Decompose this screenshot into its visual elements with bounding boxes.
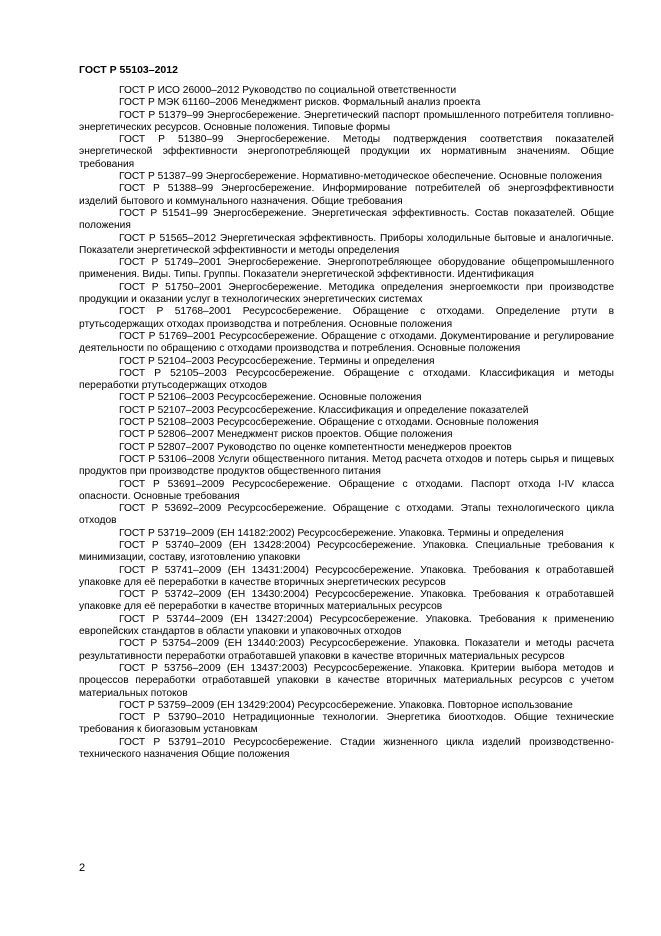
reference-entry: ГОСТ Р 53790–2010 Нетрадиционные технологии. Энергетика биоотходов. Общие технические требования к биогазовым установкам — [79, 712, 614, 736]
reference-entry: ГОСТ Р 51565–2012 Энергетическая эффективность. Приборы холодильные бытовые и аналогичные. Показатели энергетической эффективности и методы определения — [79, 232, 614, 256]
reference-entry: ГОСТ Р 52807–2007 Руководство по оценке компетентности менеджеров проектов — [119, 441, 512, 453]
reference-entry: ГОСТ Р 52106–2003 Ресурсосбережение. Основные положения — [119, 392, 422, 404]
reference-entry: ГОСТ Р 51768–2001 Ресурсосбережение. Обращение с отходами. Определение ртути в ртутьсодержащих отходах производства и потребления. Основные положения — [79, 306, 614, 330]
reference-entry: ГОСТ Р 52108–2003 Ресурсосбережение. Обращение с отходами. Основные положения — [119, 417, 539, 429]
reference-entry: ГОСТ Р 51380–99 Энергосбережение. Методы подтверждения соответствия показателей энергетической эффективности энергопотребляющей продукции их нормативным значениям. Общие требования — [79, 134, 614, 170]
reference-entry: ГОСТ Р 53741–2009 (ЕН 13431:2004) Ресурсосбережение. Упаковка. Требования к отработавшей упаковке для её переработки в качестве вторичных энергетических ресурсов — [79, 564, 614, 588]
reference-entry: ГОСТ Р 51379–99 Энергосбережение. Энергетический паспорт промышленного потребителя топливно-энергетических ресурсов. Основные положения. Типовые формы — [79, 109, 614, 133]
reference-entry: ГОСТ Р 53106–2008 Услуги общественного питания. Метод расчета отходов и потерь сырья и пищевых продуктов при производстве продуктов общественного питания — [79, 453, 614, 478]
reference-entry: ГОСТ Р 53719–2009 (ЕН 14182:2002) Ресурсосбережение. Упаковка. Термины и определения — [119, 527, 564, 539]
reference-entry: ГОСТ Р 51750–2001 Энергосбережение. Методика определения энергоемкости при производстве продукции и оказании услуг в технологических энергетических системах — [79, 281, 614, 306]
reference-entry: ГОСТ Р 53744–2009 (ЕН 13427:2004) Ресурсосбережение. Упаковка. Требования к применению европейских стандартов в области упаковки и упаковочных отходов — [79, 613, 614, 638]
reference-entry: ГОСТ Р 51749–2001 Энергосбережение. Энергопотребляющее оборудование общепромышленного применения. Виды. Типы. Группы. Показатели энергетической эффективности. Идентификация — [79, 257, 614, 281]
document-header: ГОСТ Р 55103–2012 — [79, 64, 178, 76]
reference-entry: ГОСТ Р 53691–2009 Ресурсосбережение. Обращение с отходами. Паспорт отхода I-IV класса опасности. Основные требования — [79, 478, 614, 502]
reference-entry: ГОСТ Р 53740–2009 (ЕН 13428:2004) Ресурсосбережение. Упаковка. Специальные требования к минимизации, составу, изготовлению упаковки — [79, 539, 614, 564]
reference-list — [79, 85, 614, 761]
reference-entry: ГОСТ Р 53759–2009 (ЕН 13429:2004) Ресурсосбережение. Упаковка. Повторное использование — [119, 699, 573, 711]
reference-entry: ГОСТ Р 52806–2007 Менеджмент рисков проектов. Общие положения — [119, 429, 453, 441]
reference-entry: ГОСТ Р 51541–99 Энергосбережение. Энергетическая эффективность. Состав показателей. Общие положения — [79, 207, 614, 232]
reference-entry: ГОСТ Р 53756–2009 (ЕН 13437:2003) Ресурсосбережение. Упаковка. Критерии выбора методов и процессов переработки отработавшей упаковки в качестве вторичных материальных ресурсов с учетом материальных потоков — [79, 662, 614, 699]
reference-entry: ГОСТ Р 53742–2009 (ЕН 13430:2004) Ресурсосбережение. Упаковка. Требования к отработавшей упаковке для её переработки в качестве вторичных материальных ресурсов — [79, 589, 614, 613]
reference-entry: ГОСТ Р 53791–2010 Ресурсосбережение. Стадии жизненного цикла изделий производственно-технического назначения Общие положения — [79, 736, 614, 761]
reference-entry: ГОСТ Р 51769–2001 Ресурсосбережение. Обращение с отходами. Документирование и регулирование деятельности по обращению с отходами производства и потребления. Основные положения — [79, 330, 614, 355]
page-number: 2 — [79, 862, 86, 874]
reference-entry: ГОСТ Р 52104–2003 Ресурсосбережение. Термины и определения — [119, 355, 435, 367]
reference-entry: ГОСТ Р 51388–99 Энергосбережение. Информирование потребителей об энергоэффективности изделий бытового и коммунального назначения. Общие требования — [79, 183, 614, 207]
reference-entry: ГОСТ Р 52107–2003 Ресурсосбережение. Классификация и определение показателей — [119, 404, 529, 416]
reference-entry: ГОСТ Р ИСО 26000–2012 Руководство по социальной ответственности — [119, 85, 457, 96]
reference-entry: ГОСТ Р 53692–2009 Ресурсосбережение. Обращение с отходами. Этапы технологического цикла отходов — [79, 503, 614, 527]
reference-entry: ГОСТ Р 52105–2003 Ресурсосбережение. Обращение с отходами. Классификация и методы переработки ртутьсодержащих отходов — [79, 367, 614, 392]
reference-entry: ГОСТ Р 53754–2009 (ЕН 13440:2003) Ресурсосбережение. Упаковка. Показатели и методы расчета результативности переработки отработавшей упаковки в качестве вторичных материальных ресурсов — [79, 638, 614, 662]
reference-entry: ГОСТ Р 51387–99 Энергосбережение. Нормативно-методическое обеспечение. Основные положения — [119, 171, 602, 183]
reference-entry: ГОСТ Р МЭК 61160–2006 Менеджмент рисков. Формальный анализ проекта — [119, 97, 481, 109]
